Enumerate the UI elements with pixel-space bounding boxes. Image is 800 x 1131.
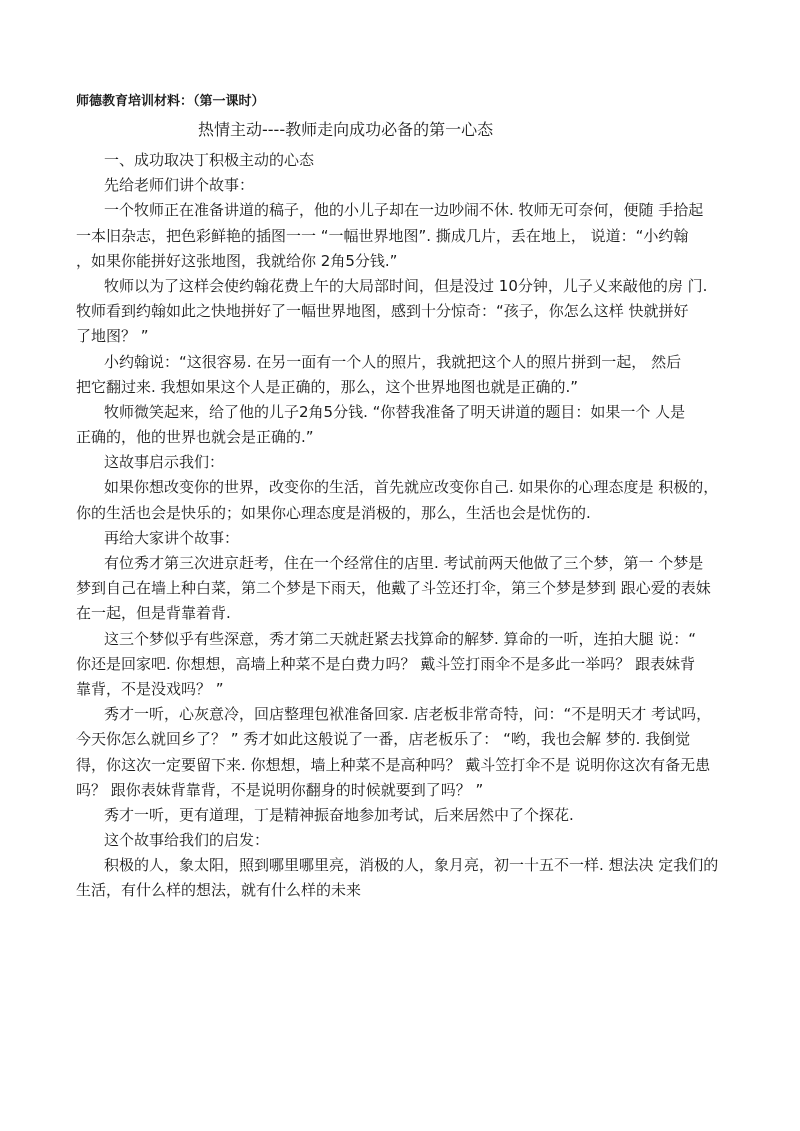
text-line: 你的生活也会是快乐的；如果你心理态度是消极的，那么，生活也会是忧伤的. [76,503,591,522]
text-line: 得，你这次一定要留下来. 你想想，墙上种菜不是高种吗？ 戴斗笠打伞不是 说明你这次有备无患 [76,755,711,774]
text-line: 这三个梦似乎有些深意，秀才第二天就赶紧去找算命的解梦. 算命的一听，连拍大腿 说：“ [104,629,697,648]
text-line: 牧师以为了这样会使约翰花费上午的大局部时间，但是没过 10分钟，儿子乂来敲他的房 门. [104,276,708,295]
text-line: 秀才一听，心灰意冷，回店整理包袱准备回家. 店老板非常奇特，问：“不是明天才 考试吗， [104,705,712,724]
text-line: 了地图？ ” [76,327,149,346]
training-header: 师德教育培训材料：（第一课时） [76,94,265,109]
document-title: 热情主动----教师走向成功必备的第一心态 [198,120,494,139]
text-line: 把它翻过来. 我想如果这个人是正确的，那么，这个世界地图也就是正确的.” [76,377,579,396]
text-line: ，如果你能拼好这张地图，我就给你 2角5分钱.” [76,251,398,270]
text-line: 再给大家讲个故事： [104,528,240,547]
text-line: 积极的人，象太阳，照到哪里哪里亮，消极的人，象月亮，初一十五不一样. 想法决 定我们的 [104,856,719,875]
text-line: 梦到自己在墙上种白菜，第二个梦是下雨天，他戴了斗笠还打伞，第三个梦是梦到 跟心爱的表妹 [76,579,711,598]
text-line: 牧师看到约翰如此之快地拼好了一幅世界地图，感到十分惊奇：“孩子，你怎么这样 快就拼好 [76,302,689,321]
text-line: 吗？ 跟你表妹背靠背，不是说明你翻身的时候就要到了吗？ ” [76,780,484,799]
text-line: 这个故事给我们的启发： [104,831,270,850]
text-line: 你还是回家吧. 你想想，高墙上种菜不是白费力吗？ 戴斗笠打雨伞不是多此一举吗？ 跟表妹背 [76,654,696,673]
document-body [76,148,724,904]
text-line: 一本旧杂志，把色彩鲜艳的插图一一 “一幅世界地图”. 撕成几片，丢在地上， 说道：“小约翰 [76,226,689,245]
text-line: 小约翰说：“这很容易. 在另一面有一个人的照片，我就把这个人的照片拼到一起， 然后 [104,352,682,371]
text-line: 这故事启示我们： [104,453,225,472]
text-line: 今天你怎么就回乡了？ ” 秀才如此这般说了一番，店老板乐了： “哟，我也会解 梦的. 我倒觉 [76,730,691,749]
text-line: 先给老师们讲个故事： [104,176,255,195]
text-line: 牧师微笑起来，给了他的儿子2角5分钱. “你替我准备了明天讲道的题目：如果一个 人是 [104,402,686,421]
text-line: 如果你想改变你的世界，改变你的生活，首先就应改变你自己. 如果你的心理态度是 积极的， [104,478,719,497]
text-line: 一个牧师正在准备讲道的稿子，他的小儿子却在一边吵闹不休. 牧师无可奈何，便随 手拾起 [104,201,704,220]
section-heading: 一、成功取决丁积极主动的心态 [104,151,315,169]
text-line: 正确的，他的世界也就会是正确的.” [76,428,314,447]
text-line: 靠背，不是没戏吗？ ” [76,679,224,698]
text-line: 秀才一听，更有道理，丁是精神振奋地参加考试，后来居然中了个探花. [104,805,574,824]
text-line: 在一起，但是背靠着背. [76,604,231,623]
text-line: 生活，有什么样的想法，就有什么样的未来 [76,881,362,900]
text-line: 有位秀才第三次进京赶考，住在一个经常住的店里. 考试前两天他做了三个梦，第一 个梦是 [104,554,704,572]
